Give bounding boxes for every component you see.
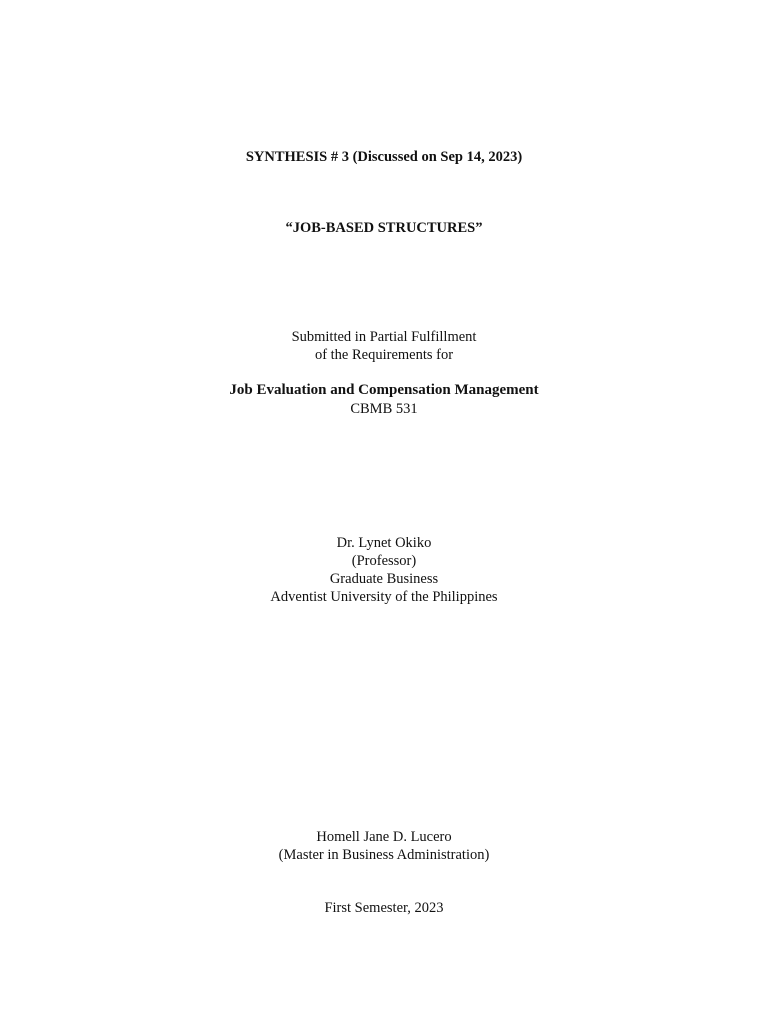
professor-role: (Professor) bbox=[351, 553, 417, 569]
professor-university: Adventist University of the Philippines bbox=[270, 589, 498, 605]
professor-name: Dr. Lynet Okiko bbox=[336, 535, 432, 551]
student-program: (Master in Business Administration) bbox=[278, 847, 490, 863]
course-code: CBMB 531 bbox=[350, 401, 418, 417]
course-name: Job Evaluation and Compensation Management bbox=[229, 382, 539, 398]
topic-title: “JOB-BASED STRUCTURES” bbox=[285, 220, 483, 236]
submission-line-1: Submitted in Partial Fulfillment bbox=[291, 329, 477, 345]
submission-line-2: of the Requirements for bbox=[314, 347, 454, 363]
professor-department: Graduate Business bbox=[329, 571, 439, 587]
student-name: Homell Jane D. Lucero bbox=[316, 829, 452, 845]
synthesis-title: SYNTHESIS # 3 (Discussed on Sep 14, 2023) bbox=[245, 149, 523, 165]
semester-date: First Semester, 2023 bbox=[324, 900, 444, 916]
